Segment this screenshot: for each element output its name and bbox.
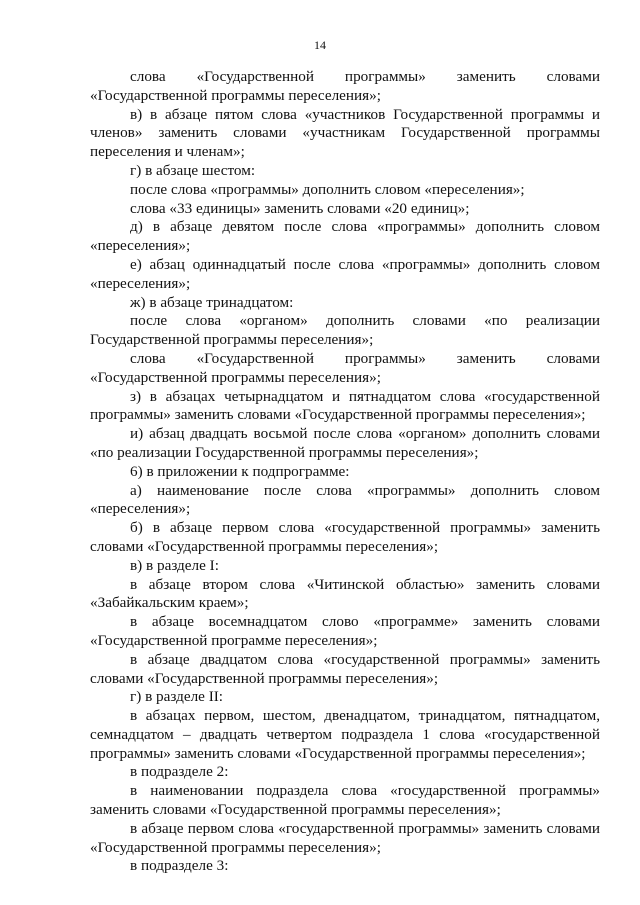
paragraph: г) в разделе II: — [130, 688, 224, 706]
paragraph: в абзаце первом слова «государственной программы» заменить словами «Государственной программы переселения»; — [90, 819, 600, 856]
paragraph: д) в абзаце девятом после слова «программы» дополнить словом «переселения»; — [90, 218, 600, 255]
paragraph: слова «33 единицы» заменить словами «20 единиц»; — [130, 199, 470, 217]
paragraph: в) в абзаце пятом слова «участников Государственной программы и членов» заменить словами «участникам Государственной программы переселения и членам»; — [90, 105, 600, 161]
paragraph: ж) в абзаце тринадцатом: — [130, 293, 294, 311]
paragraph: в абзаце восемнадцатом слово «программе» заменить словами «Государственной программе переселения»; — [90, 613, 600, 649]
paragraph: в абзаце двадцатом слова «государственной программы» заменить словами «Государственной программы переселения»; — [90, 650, 600, 687]
paragraph: в подразделе 3: — [130, 857, 229, 875]
paragraph: после слова «программы» дополнить словом «переселения»; — [130, 180, 525, 198]
paragraph: в абзацах первом, шестом, двенадцатом, тринадцатом, пятнадцатом, семнадцатом – двадцать четвертом подраздела 1 слова «государственной программы» заменить словами «Государственной программы переселения»; — [90, 707, 600, 762]
paragraph: е) абзац одиннадцатый после слова «программы» дополнить словом «переселения»; — [90, 255, 600, 292]
paragraph: и) абзац двадцать восьмой после слова «органом» дополнить словами «по реализации Государственной программы переселения»; — [90, 425, 600, 461]
page-number: 14 — [314, 38, 326, 52]
paragraph: слова «Государственной программы» заменить словами «Государственной программы переселения»; — [90, 349, 600, 386]
paragraph: а) наименование после слова «программы» дополнить словом «переселения»; — [90, 481, 600, 518]
paragraph: в абзаце втором слова «Читинской областью» заменить словами «Забайкальским краем»; — [90, 575, 600, 612]
paragraph: в наименовании подраздела слова «государственной программы» заменить словами «Государственной программы переселения»; — [90, 782, 600, 819]
document-body — [90, 68, 600, 876]
paragraph: б) в абзаце первом слова «государственной программы» заменить словами «Государственной программы переселения»; — [90, 519, 600, 555]
paragraph: 6) в приложении к подпрограмме: — [130, 462, 350, 480]
paragraph: после слова «органом» дополнить словами «по реализации Государственной программы переселения»; — [90, 312, 600, 349]
paragraph: слова «Государственной программы» заменить словами «Государственной программы переселения»; — [90, 68, 600, 104]
paragraph: в подразделе 2: — [130, 763, 229, 781]
paragraph: в) в разделе I: — [130, 556, 219, 574]
paragraph: г) в абзаце шестом: — [130, 161, 256, 179]
paragraph: з) в абзацах четырнадцатом и пятнадцатом слова «государственной программы» заменить словами «Государственной программы переселения»; — [90, 387, 600, 424]
